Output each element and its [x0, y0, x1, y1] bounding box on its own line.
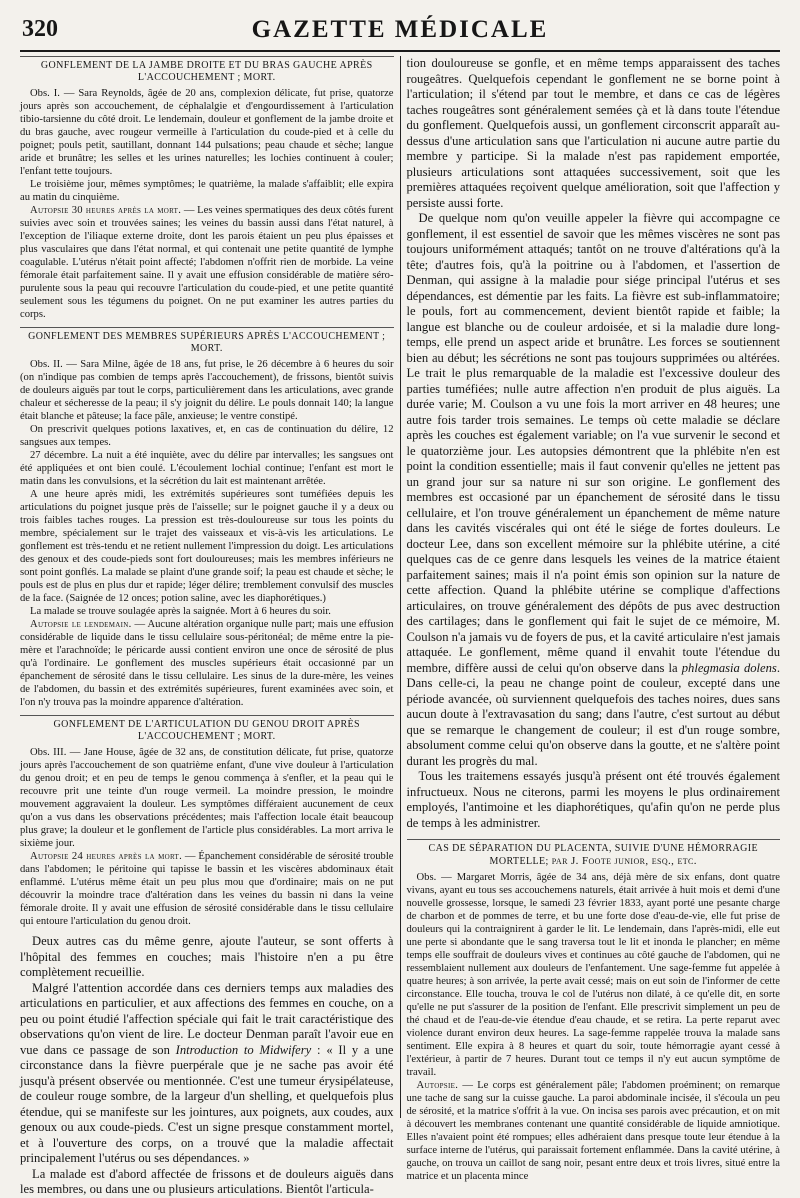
obs3-block: [20, 746, 394, 928]
commentary-text: Malgré l'attention accordée dans ces derniers temps aux maladies des articulations en particulier, et aux affections des femmes en couche, on a peu ou point étudié l'affection spéciale qui fait le trait caractéristique des observations qu'on vient de lire. Le docteur Denman paraît l'avoir eue en vue dans ce passage de son: [20, 980, 394, 1057]
journal-title: GAZETTE MÉDICALE: [251, 16, 549, 43]
obs1-paragraph-2: Le troisième jour, mêmes symptômes; le quatrième, la malade s'affaiblit; elle expira au matin du cinquième.: [20, 179, 394, 203]
commentary-block: [20, 934, 394, 1198]
section-title-obs3: GONFLEMENT DE L'ARTICULATION DU GENOU DROIT APRÈS L'ACCOUCHEMENT ; MORT.: [20, 715, 394, 743]
book-title: Introduction to Midwifery: [175, 1042, 312, 1057]
section-title-placenta: [407, 839, 781, 868]
obs3-autopsy: [20, 850, 394, 928]
continued-paragraph-1: tion douloureuse se gonfle, et en même temps apparaissent des taches rougeâtres. Quelquefois cependant le gonflement ne se borne point à l'articulation; il s'étend par tout le membre, et dans ce cas de légères taches rougeâtres sont généralement semées çà et là dans toute l'étendue du gonflement. Quelquefois aussi, un gonflement circonscrit apparaît au-dessus d'une articulation sans que l'articulation ni aucune autre partie du membre y participe. Si la malade n'est pas rapidement emportée, plusieurs articulations sont attaquées successivement, soit que les premières attaquées reçoivent quelque amélioration, soit que l'affection y persiste aussi forte.: [406, 56, 780, 210]
obs2-paragraph-2: On prescrivit quelques potions laxatives, et, en cas de continuation du délire, 12 sangsues aux tempes.: [20, 424, 394, 448]
obs4-autopsy: [407, 1079, 781, 1183]
commentary-quote: : « Il y a une circonstance dans la fièvre puerpérale que je ne sache pas avoir été jusqu'à présent observée ou mentionnée. C'est une tumeur érysipélateuse, de couleur rouge sombre, de la largeur d'un shelling, et quelquefois plus étendue, qui se manifeste sur les jointures, aux poignets, aux coudes, aux genoux ou aux coude-pieds. C'est un signe presque constamment mortel, et à l'ouverture des corps, on a trouvé que la maladie affectait principalement l'utérus ou ses dépendances. »: [20, 1042, 394, 1165]
section-title-obs2: GONFLEMENT DES MEMBRES SUPÉRIEURS APRÈS L'ACCOUCHEMENT ; MORT.: [20, 327, 394, 355]
obs2-paragraph-3: 27 décembre. La nuit a été inquiète, avec du délire par intervalles; les sangsues ont été appliquées et ont bien coulé. L'écoulement lochial continue; l'enfant est mort le matin dans les convulsions, et la sécrétion du lait est maintenant arrêtée.: [20, 450, 394, 487]
obs3-paragraph: Obs. III. — Jane House, âgée de 32 ans, de constitution délicate, fut prise, quatorze jours après l'accouchement de son quatrième enfant, d'une vive douleur à l'articulation du genou droit; et en peu de temps le genou commença à s'enfler, et la peau qui le recouvre prit une teinte d'un rouge vermeil. La moindre pression, le moindre mouvement aggravaient la douleur. Les symptômes différaient aucunement de ceux qu'on a vus dans les observations précédentes; mais l'affection locale était beaucoup plus grave; la douleur et le gonflement de l'article plus considérables. La mort arriva le sixième jour.: [20, 747, 394, 849]
obs2-paragraph-1: Obs. II. — Sara Milne, âgée de 18 ans, fut prise, le 26 décembre à 6 heures du soir (on n'indique pas combien de temps après l'accouchement), de frissons, bientôt suivis de douleurs aiguës par tout le corps, particulièrement dans les articulations, avec grande chaleur et sécheresse de la peau; il s'y joignit du délire. Le pouls donnait 140; la langue était blanche et pâteuse; la face pâle, anxieuse; le ventre constipé.: [20, 359, 394, 422]
obs1-paragraph: Obs. I. — Sara Reynolds, âgée de 20 ans, complexion délicate, fut prise, quatorze jours après son accouchement, de céphalalgie et d'engourdissement à l'articulation tibio-tarsienne du côté droit. Le lendemain, douleur et gonflement de la jambe droite et du bras gauche, avec rougeur vermeille à l'articulation du coude-pied et à celle du poignet; pouls petit, sautillant, donnant 144 pulsations; peau chaude et sèche; langue aride et brunâtre; les selles et les urines naturelles; les lochies continuent à couler; l'enfant tette toujours.: [20, 88, 394, 177]
page-header: [20, 14, 780, 52]
page-number: 320: [22, 16, 58, 42]
obs2-paragraph-5: La malade se trouve soulagée après la saignée. Mort à 6 heures du soir.: [30, 606, 331, 617]
disease-name: phlegmasia dolens: [681, 660, 777, 675]
continued-paragraph-3: Tous les traitemens essayés jusqu'à présent ont été trouvés également infructueux. Nous ne citerons, parmi les moyens le plus ordinairement employés, l'antimoine et les diaphorétiques, qu'afin qu'on ne perde plus de temps à les administrer.: [406, 769, 780, 830]
commentary-paragraph-3: La malade est d'abord affectée de frissons et de douleurs aiguës dans les membres, ou dans une ou plusieurs articulations. Bientôt l'articula-: [20, 1166, 394, 1196]
autopsy-text: — Le corps est généralement pâle; l'abdomen proéminent; on remarque une tache de sang sur la cuisse gauche. La paroi abdominale incisée, il s'écoula un peu de sérosité, et la matrice s'offrit à la vue. On incisa ses parois avec précaution, et on mit à découvert les membranes contenant une quantité considérable de liquide amniotique. Elles n'avaient point été rompues; elles adhéraient dans presque toute leur étendue à la surface interne de l'utérus, qui paraissait fortement enflammée. Dans la cavité utérine, à gauche, on trouva un caillot de sang noir, pesant entre deux et trois livres, situé entre la matrice et un placenta mince: [406, 1080, 780, 1182]
author-line: par J. Foote junior, esq., etc.: [548, 855, 697, 867]
section-title-obs1: GONFLEMENT DE LA JAMBE DROITE ET DU BRAS GAUCHE APRÈS L'ACCOUCHEMENT ; MORT.: [20, 56, 394, 84]
obs4-paragraph: Obs. — Margaret Morris, âgée de 34 ans, déjà mère de six enfans, dont quatre vivans, ayant eu tous ses accouchemens naturels, était arrivée à huit mois et demi d'une nouvelle grossesse, lorsque, le samedi 23 février 1833, ayant porté une pesante charge de charbon et de pommes de terre, et bu une forte dose d'eau-de-vie, elle fut prise de douleurs qui la contraignirent à garder le lit. Le lendemain, dans l'après-midi, elle eut une perte si abondante que le sang traversa tout le lit et inonda le plancher; en même temps elle souffrait de douleurs vives et continues au côté gauche de l'abdomen, qui ne ressemblaient nullement aux douleurs de l'enfantement. Une sage-femme fut appelée à quatre heures; à son arrivée, la perte avait cessé; mais on eut soin de l'informer de cette circonstance. Elle toucha, trouva le col de l'utérus non dilaté, à ce qu'elle dit, en sorte qu'elle ne put s'assurer de la position de l'enfant. Elle prescrivit simplement un peu de thé chaud et de l'eau-de-vie étendue d'eau chaude, et se retira. La perte reparut avec violence durant environ deux heures. La sage-femme rappelée trouva la malade sans sentiment. Elle expira à 8 heures et quart du soir, toute hémorragie ayant cessé à l'extérieur, à partir de 7 heures. Durant tout ce temps il n'y eut aucun symptôme de travail.: [406, 872, 780, 1078]
continued-text: De quelque nom qu'on veuille appeler la fièvre qui accompagne ce gonflement, il est essentiel de savoir que les mêmes viscères ne sont pas toujours uniformément attaqués; tantôt on ne trouve d'altérations qu'à la tête; d'autres fois, qu'à la poitrine ou à l'abdomen, et l'assertion de Denman, qui assigne à la maladie pour siége principal l'utérus et ses dépendances, est démentie par les faits. La fièvre est sub-inflammatoire; le pouls, fort au commencement, devient bientôt rapide et faible; la langue est blanche ou de couleur ardoisée, et si la maladie dure long-temps, elle prend un aspect aride et brunâtre. Les forces se soutiennent bien au début; les sécrétions ne sont pas toujours supprimées ou altérées. Le trait le plus remarquable de la maladie est l'excessive douleur des parties tuméfiées; nulle autre affection n'en produit de plus aiguës. La durée varie; M. Coulson a vu une fois la mort arriver en 48 heures; une autre fois tarder trois semaines. Le temps où cette maladie se déclare après les couches est également variable; on l'a vue survenir le second et le quatorzième jour. Les autopsies démontrent que la phlébite n'en est point la condition essentielle; mais il faut convenir qu'elles ne jettent pas un grand jour sur sa nature ni sur son origine. Le gonflement des membres est occasioné par un épanchement de sérosité dans le tissu cellulaire, et l'on trouve généralement un épanchement de même nature dans les cavités viscérales qui ont été le siége de fortes douleurs. Le docteur Lee, dans son excellent mémoire sur la phlébite utérine, a cité quelques cas de ce genre dans lesquels les veines de la matrice étaient parfaitement saines; mais il n'a point émis son opinion sur la nature de cette affection. Quand la phlébite utérine se complique d'affections articulaires, on trouve généralement des dépôts de pus avec destruction des cartilages; dans le gonflement qui fait le sujet de ce mémoire, M. Coulson n'a jamais vu de foyers de pus, et la cavité articulaire n'est jamais attaquée. Le gonflement, même quand il envahit toute l'étendue du membre, diffère aussi de celui qu'on observe dans la: [406, 211, 780, 675]
article-columns: [20, 56, 780, 1196]
autopsy-label: Autopsie 24 heures après la mort.: [30, 851, 183, 862]
obs4-block: [407, 871, 781, 1183]
continued-block: [407, 56, 781, 831]
autopsy-label: Autopsie.: [416, 1080, 459, 1091]
autopsy-text: — Aucune altération organique nulle part; mais une effusion considérable de liquide dans le tissu cellulaire sous-péritonéal; de même entre la pie-mère et l'arachnoïde; le péricarde aussi contient environ une once de sérosité de plus qu'à l'ordinaire. Le gonflement des muscles supérieurs était occasionné par un épanchement de sérosité dans le tissu cellulaire. Les sinus de la dure-mère, les veines de l'abdomen, du bassin et des extrémités supérieures, furent examinées avec soin, et l'on n'y trouva pas la moindre apparence d'altération.: [20, 619, 394, 708]
left-column: [20, 56, 401, 1196]
placenta-title: CAS DE SÉPARATION DU PLACENTA, SUIVIE D'UNE HÉMORRAGIE MORTELLE;: [428, 843, 758, 867]
obs2-paragraph-4: A une heure après midi, les extrémités supérieures sont tuméfiées depuis les articulations du poignet jusque près de l'aisselle; sur le poignet gauche il y a deux ou trois faibles taches rouges. La pression est très-douloureuse sur tous les points du membre, spécialement sur le trajet des vaisseaux et vis-à-vis les articulations. Le gonflement est très-tendu et ne retient nullement l'impression du doigt. Les articulations des genoux et des coude-pieds sont fort douloureuses; mais les membres inférieurs ne sont point gonflés. La malade se plaint d'une grande soif; la peau est chaude et sèche; le pouls est de plus en plus dur et rapide; léger délire; tremblement convulsif des muscles de la face. (Saignée de 12 onces; potion saline, avec les diaphorétiques.): [20, 489, 394, 604]
obs2-autopsy: [20, 618, 394, 709]
continued-paragraph-2: [407, 211, 781, 769]
continued-text-2: . Dans celle-ci, la peau ne change point de couleur, excepté dans une période avancée, où surviennent quelquefois des taches noires, dues sans aucun doute à l'extravasation du sang; dans l'autre, c'est surtout au début que se remarque le changement de couleur; il est d'un rouge sombre, absolument comme celui qu'on observe dans la goutte, et ne s'altère point durant les progrès du mal.: [406, 660, 780, 768]
obs1-block: [20, 87, 394, 321]
obs2-block: [20, 358, 394, 709]
obs1-autopsy: [20, 204, 394, 321]
autopsy-label: Autopsie le lendemain.: [30, 619, 132, 630]
commentary-paragraph-2: [20, 981, 394, 1167]
commentary-paragraph-1: Deux autres cas du même genre, ajoute l'auteur, se sont offerts à l'hôpital des femmes en couches; mais l'histoire n'en a pu être complètement recueillie.: [20, 934, 394, 979]
autopsy-text: — Épanchement considérable de sérosité trouble dans l'abdomen; le péritoine qui tapisse le bassin et les viscères abdominaux était enflammé. L'utérus même était un peu plus mou que d'ordinaire; mais on ne put découvrir la moindre trace d'altération dans les veines du bassin ni dans la veine fémorale droite. Il y avait une effusion de sérosité considérable dans le tissu cellulaire qui entoure l'articulation du genou droit.: [20, 851, 394, 927]
right-column: [401, 56, 781, 1182]
autopsy-label: Autopsie 30 heures après la mort.: [30, 205, 182, 216]
autopsy-text: — Les veines spermatiques des deux côtés furent suivies avec soin et trouvées saines; les veines du bassin aussi dans l'état naturel, à l'exception de l'iliaque externe droite, dont les parois étaient un peu plus épaisses et plus vasculaires que dans l'état normal, et qui contenait une petite quantité de lymphe coagulable. L'utérus n'était point affecté; l'abdomen n'offrit rien de morbide. La veine fémorale était parfaitement saine. Il y avait une effusion considérable de matière séro-purulente sous la peau qui recouvre l'articulation du coude-pied, et une petite quantité seulement sous les tégumens du poignet. On ne put examiner les autres parties du corps.: [20, 205, 394, 320]
